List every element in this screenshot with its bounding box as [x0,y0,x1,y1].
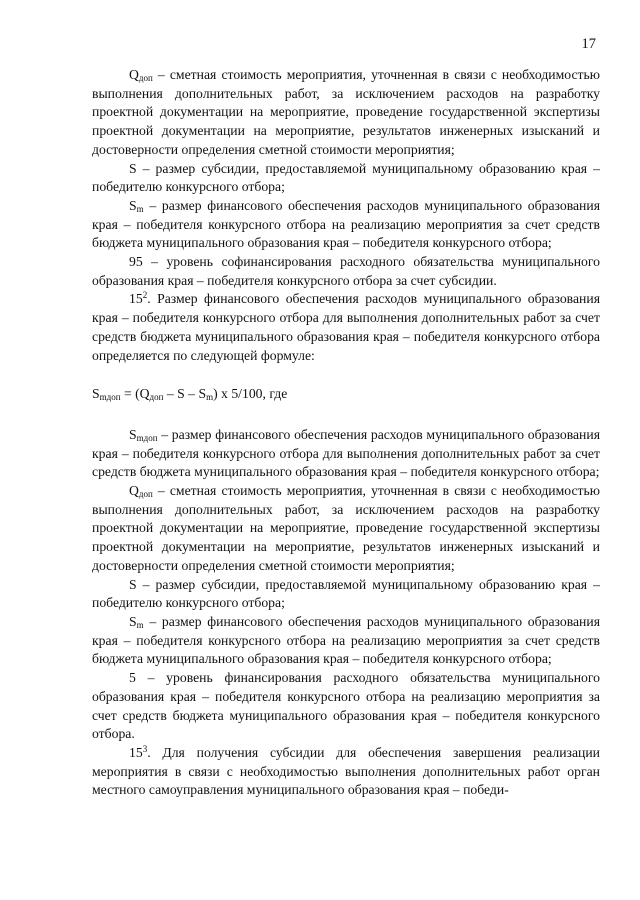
clause-15-2 [92,290,600,365]
symbol: S [129,613,137,629]
formula-tail: ) x 5/100, где [213,386,288,402]
definition-text: – сметная стоимость мероприятия, уточненная в связи с необходимостью выполнения дополнительных работ, за исключением расходов на разработку проектной документации на мероприятие, проведение государственной экспертизы проектной документации на мероприятие, результатов инженерных изысканий и достоверности определения сметной стоимости мероприятия; [92,67,600,157]
definition-smdop [92,426,600,482]
symbol: Q [129,67,139,82]
page-number: 17 [581,36,596,52]
document-body [92,66,600,800]
symbol-subscript: m [136,203,144,214]
definition-text: – сметная стоимость мероприятия, уточненная в связи с необходимостью выполнения дополнительных работ, за исключением расходов на разработку проектной документации на мероприятие, проведение государственной экспертизы проектной документации на мероприятие, результатов инженерных изысканий и достоверности определения сметной стоимости мероприятия; [92,483,600,573]
formula-lhs-subscript: mдоп [99,392,121,403]
formula-lhs: S [92,386,100,402]
clause-superscript: 3 [142,743,148,754]
clause-15-3 [92,744,600,800]
definition-sm [92,197,600,253]
symbol: S [129,197,137,213]
definition-s-2: S – размер субсидии, предоставляемой муниципальному образованию края – победителю конкурсного отбора; [92,576,600,611]
symbol: Q [129,483,139,499]
definition-text: – размер финансового обеспечения расходов муниципального образования края – победителя конкурсного отбора для выполнения дополнительных работ за счет средств бюджета муниципального образования края – победителя конкурсного отбора; [92,426,600,480]
symbol-subscript: доп [138,489,153,500]
definition-95: 95 – уровень софинансирования расходного обязательства муниципального образования края – победителя конкурсного отбора за счет субсидии. [92,254,600,288]
definition-q-dop-2 [92,482,600,576]
clause-number: 15 [129,744,143,760]
formula-mid: – S – S [163,386,207,402]
formula-q-subscript: доп [149,392,164,403]
definition-s: S – размер субсидии, предоставляемой муниципальному образованию края – победителю конкурсного отбора; [92,160,600,195]
formula-s-subscript: m [206,392,214,403]
symbol-subscript: m [136,619,144,630]
formula-eq: = (Q [120,386,150,402]
definition-text: – размер финансового обеспечения расходов муниципального образования края – победителя конкурсного отбора на реализацию мероприятия за счет средств бюджета муниципального образования края – победителя конкурсного отбора; [92,197,600,251]
symbol-subscript: mдоп [136,432,158,443]
clause-text: . Размер финансового обеспечения расходов муниципального образования края – победителя конкурсного отбора для выполнения дополнительных работ за счет средств бюджета муниципального образования края – победителя конкурсного отбора определяется по следующей формуле: [92,291,600,363]
clause-text: . Для получения субсидии для обеспечения завершения реализации мероприятия в связи с необходимостью выполнения дополнительных работ орган местного самоуправления муниципального образования края – победи- [92,744,600,798]
clause-number: 15 [129,291,143,307]
clause-superscript: 2 [142,290,148,301]
definition-sm-2 [92,613,600,669]
definition-q-dop [92,66,600,160]
symbol-subscript: доп [138,73,153,83]
definition-5: 5 – уровень финансирования расходного обязательства муниципального образования края – победителя конкурсного отбора на реализацию мероприятия за счет средств бюджета муниципального образования края – победителя конкурсного отбора. [92,670,600,742]
definition-text: – размер финансового обеспечения расходов муниципального образования края – победителя конкурсного отбора на реализацию мероприятия за счет средств бюджета муниципального образования края – победителя конкурсного отбора; [92,613,600,667]
symbol: S [129,426,137,442]
formula [92,385,600,404]
